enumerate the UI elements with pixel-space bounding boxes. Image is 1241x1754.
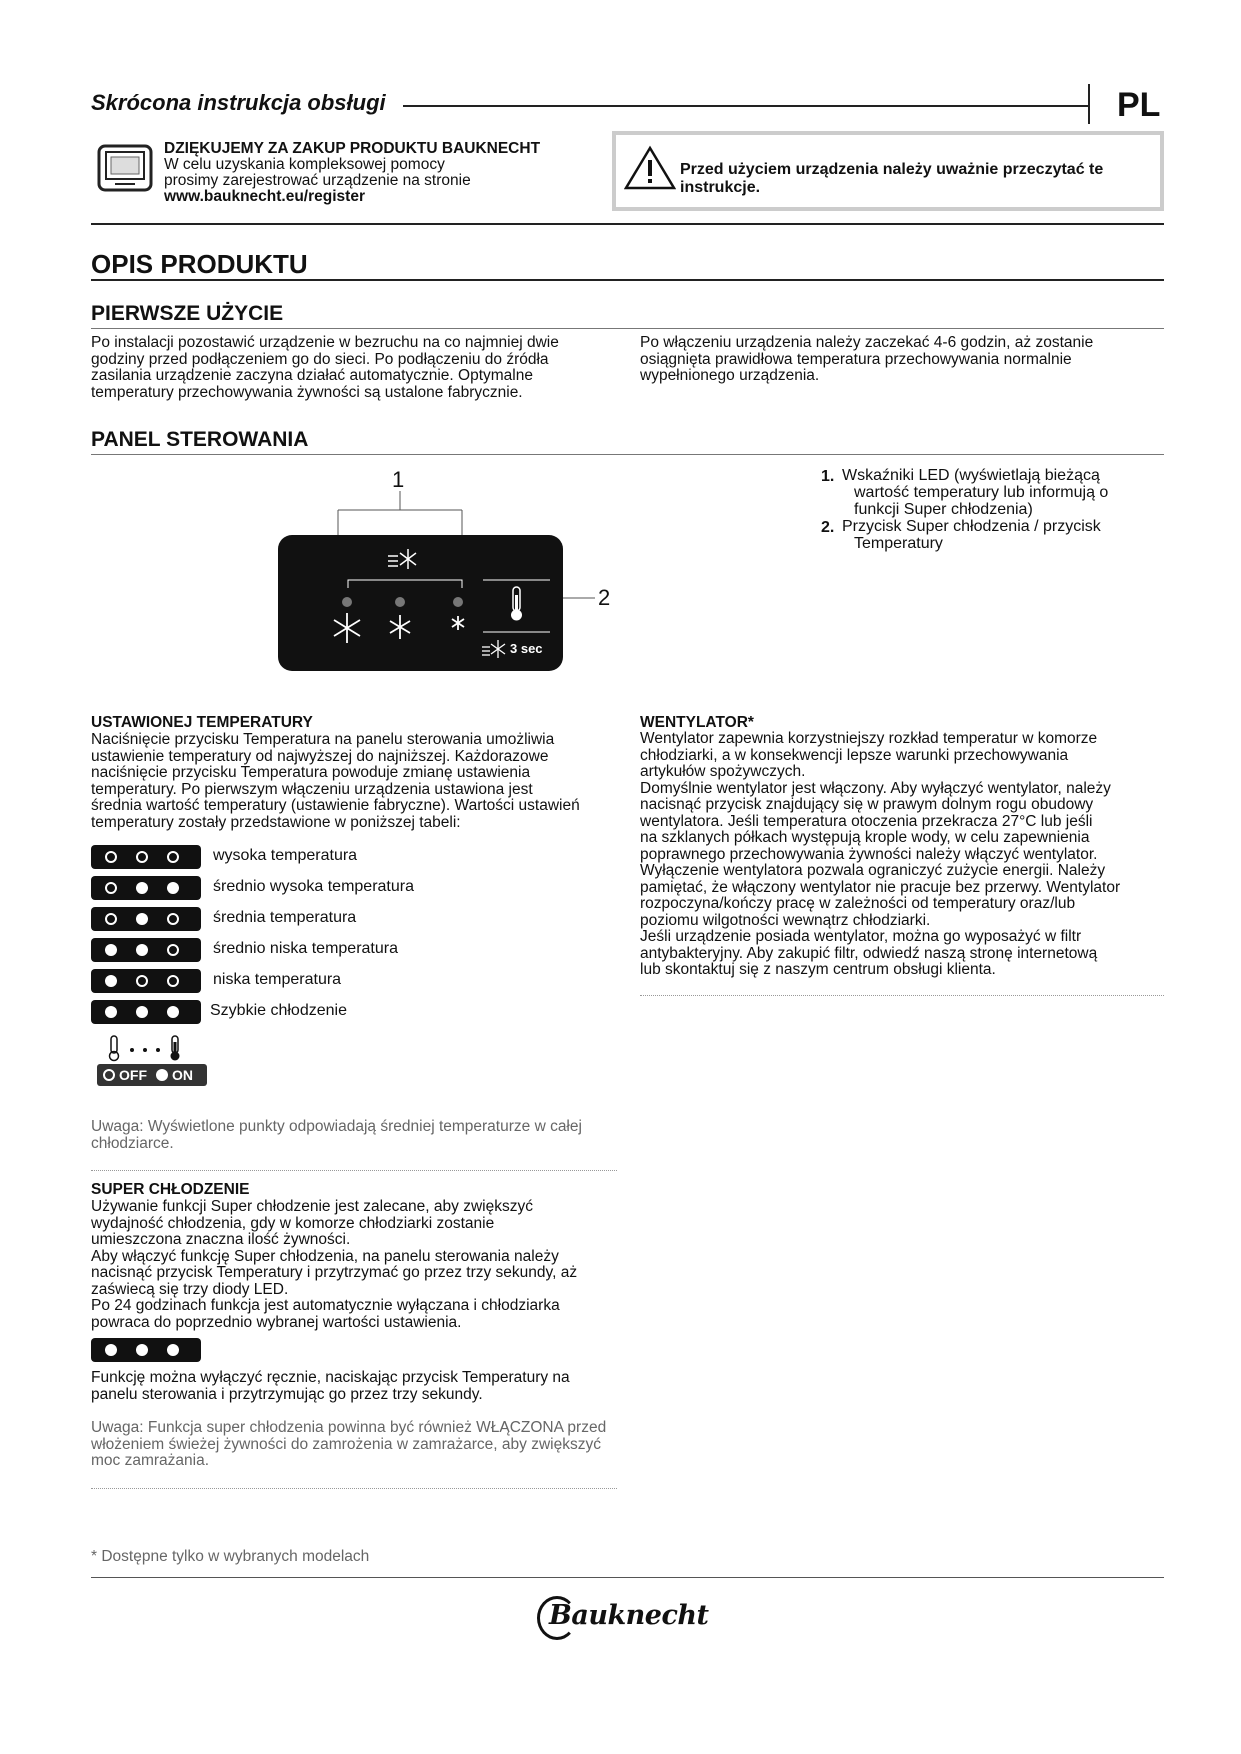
led-on (136, 944, 148, 956)
led-indicator-row (91, 938, 201, 962)
language-code: PL (1117, 86, 1161, 124)
control-panel-diagram (270, 463, 620, 678)
note-line: moc zamrażania. (91, 1452, 210, 1469)
super-cool-after-line: Funkcję można wyłączyć ręcznie, naciskając przycisk Temperatury na (91, 1369, 570, 1386)
note-line: Uwaga: Wyświetlone punkty odpowiadają średniej temperaturze w całej (91, 1118, 582, 1135)
fan-text (640, 731, 1120, 979)
thanks-line-1: W celu uzyskania kompleksowej pomocy (164, 156, 445, 173)
brand-name: Bauknecht (549, 1600, 709, 1631)
timer-label: 3 sec (510, 641, 543, 656)
led-indicator-row (91, 969, 201, 993)
warning-box (612, 131, 1164, 211)
set-temp-title: USTAWIONEJ TEMPERATURY (91, 714, 313, 731)
led-off (167, 975, 179, 987)
rule-control-panel (91, 454, 1164, 455)
first-use-right (640, 335, 1093, 385)
brand-logo (537, 1594, 727, 1644)
led-setting-label: średnio wysoka temperatura (213, 878, 414, 895)
set-temp-line: naciśnięcie przycisku Temperatura powoduje zmianę ustawienia (91, 764, 531, 781)
fan-line: Wyłączenie wentylatora pozwala ograniczyć zużycie energii. Należy (640, 862, 1106, 879)
header-title: Skrócona instrukcja obsługi (91, 90, 386, 115)
thanks-heading: DZIĘKUJEMY ZA ZAKUP PRODUKTU BAUKNECHT (164, 140, 541, 157)
set-temp-line: temperatury. Po pierwszym włączeniu urządzenia ustawiona jest (91, 780, 533, 798)
led-on (136, 1344, 148, 1356)
led-off (167, 944, 179, 956)
on-label: ON (172, 1067, 193, 1083)
fan-line: poprawnego przechowywania żywności należy włączyć wentylator. (640, 845, 1098, 863)
led-on (105, 944, 117, 956)
legend-line: Przycisk Super chłodzenia / przycisk (842, 518, 1101, 535)
super-cool-led-indicator (91, 1338, 201, 1362)
rule-top (91, 223, 1164, 225)
fan-line: lub skontaktuj się z naszym centrum obsługi klienta. (640, 961, 996, 978)
led-off (136, 851, 148, 863)
set-temp-line: temperatury zostały przedstawione w poniższej tabeli: (91, 813, 461, 831)
thermo-dots-icon (108, 1034, 188, 1067)
first-use-title: PIERWSZE UŻYCIE (91, 302, 284, 325)
super-cool-line: Po 24 godzinach funkcja jest automatycznie wyłączana i chłodziarka (91, 1297, 560, 1314)
first-use-left-line: zasilania urządzenie zaczyna działać automatycznie. Optymalne (91, 367, 533, 384)
divider-dotted (640, 995, 1164, 996)
set-temp-line: ustawienie temperatury od najwyższej do najniższej. Każdorazowe (91, 747, 549, 765)
legend-line: funkcji Super chłodzenia) (854, 501, 1033, 518)
led-indicator-row (91, 1000, 201, 1024)
callout-1: 1 (392, 467, 405, 492)
control-panel-title: PANEL STEROWANIA (91, 428, 309, 451)
rule-first-use (91, 328, 1164, 329)
led-off (167, 851, 179, 863)
set-temp-note (91, 1119, 582, 1152)
register-link[interactable]: www.bauknecht.eu/register (164, 188, 365, 205)
legend-line: wartość temperatury lub informują o (854, 484, 1109, 501)
header-divider (1088, 84, 1090, 124)
on-circle-icon (156, 1069, 168, 1081)
fan-line: chłodziarki, a w konsekwencji lepsze warunki przechowywania (640, 746, 1069, 764)
first-use-left-line: temperatury przechowywania żywności są ustalone fabrycznie. (91, 383, 523, 401)
fan-line: nacisnąć przycisk znajdujący się w prawym dolnym rogu obudowy (640, 796, 1094, 813)
off-label: OFF (119, 1067, 147, 1083)
led-indicator-row (91, 845, 201, 869)
warning-line-1: Przed użyciem urządzenia należy uważnie przeczytać te (680, 161, 1104, 178)
led-indicator-row (91, 876, 201, 900)
note-line: chłodziarce. (91, 1134, 174, 1152)
led-on (167, 1006, 179, 1018)
fan-line: antybakteryjny. Aby zakupić filtr, odwiedź naszą stronę internetową (640, 944, 1098, 962)
fan-line: pamiętać, że włączony wentylator nie pracuje bez przerwy. Wentylator (640, 878, 1121, 896)
fan-line: Jeśli urządzenie posiada wentylator, można go wyposażyć w filtr (640, 928, 1082, 945)
led-off (167, 913, 179, 925)
callout-2: 2 (598, 585, 611, 610)
led-on (167, 1344, 179, 1356)
led-off (105, 851, 117, 863)
super-cool-line: umieszczona znaczna ilość żywności. (91, 1231, 351, 1248)
first-use-right-line: osiągnięta prawidłowa temperatura przechowywania normalnie (640, 350, 1072, 368)
fan-line: Domyślnie wentylator jest włączony. Aby wyłączyć wentylator, należy (640, 779, 1111, 797)
first-use-left-line: Po instalacji pozostawić urządzenie w bezruchu na co najmniej dwie (91, 334, 559, 351)
super-cool-line: powraca do poprzednio wybranej wartości ustawienia. (91, 1313, 462, 1331)
rule-product (91, 279, 1164, 281)
led-setting-label: Szybkie chłodzenie (210, 1002, 347, 1019)
first-use-left-line: godziny przed podłączeniem go do sieci. Po podłączeniu do źródła (91, 350, 549, 368)
header-rule (403, 105, 1088, 107)
super-cool-line: wydajność chłodzenia, gdy w komorze chłodziarki zostanie (91, 1214, 495, 1232)
thanks-line-2: prosimy zarejestrować urządzenie na stronie (164, 172, 471, 189)
led-off (136, 975, 148, 987)
super-cool-line: Używanie funkcji Super chłodzenie jest zalecane, aby zwiększyć (91, 1198, 533, 1215)
off-circle-icon (103, 1069, 115, 1081)
divider-dotted (91, 1488, 617, 1489)
led-on (105, 975, 117, 987)
led-indicator-row (91, 907, 201, 931)
led-setting-label: średnia temperatura (213, 909, 357, 926)
first-use-left (91, 335, 559, 401)
fan-line: Wentylator zapewnia korzystniejszy rozkład temperatur w komorze (640, 730, 1098, 747)
footnote: * Dostępne tylko w wybranych modelach (91, 1548, 370, 1565)
fan-title: WENTYLATOR* (640, 714, 754, 731)
fan-line: na szklanych półkach występują krople wody, w celu zapewnienia (640, 829, 1090, 846)
fan-line: wentylatora. Jeśli temperatura otoczenia przekracza 27°C lub jeśli (640, 812, 1093, 830)
super-cool-title: SUPER CHŁODZENIE (91, 1181, 250, 1198)
set-temp-line: średnia wartość temperatury (ustawienie fabryczne). Wartości ustawień (91, 797, 580, 814)
led-setting-label: wysoka temperatura (213, 847, 358, 864)
rule-footer (91, 1577, 1164, 1578)
first-use-right-line: wypełnionego urządzenia. (640, 367, 820, 384)
led-on (136, 913, 148, 925)
first-use-right-line: Po włączeniu urządzenia należy zaczekać 4-6 godzin, aż zostanie (640, 334, 1094, 351)
led-off (105, 882, 117, 894)
led-on (136, 1006, 148, 1018)
led-on (167, 882, 179, 894)
off-on-legend (97, 1064, 207, 1086)
led-setting-label: niska temperatura (213, 971, 342, 988)
super-cool-line: Aby włączyć funkcję Super chłodzenia, na panelu sterowania należy (91, 1247, 559, 1265)
legend-line: Wskaźniki LED (wyświetlają bieżącą (842, 467, 1100, 484)
legend-line: Temperatury (854, 535, 943, 552)
legend-number: 1. (821, 468, 835, 485)
super-cool-line: zaświecą się trzy diody LED. (91, 1280, 289, 1298)
led-setting-label: średnio niska temperatura (213, 940, 398, 957)
section-title-product: OPIS PRODUKTU (91, 249, 308, 279)
monitor-icon (97, 144, 153, 196)
divider-dotted (91, 1170, 617, 1171)
super-cool-after (91, 1370, 570, 1403)
super-cool-after-line: panelu sterowania i przytrzymując go przez trzy sekundy. (91, 1385, 483, 1403)
led-off (105, 913, 117, 925)
warning-triangle-icon (624, 145, 676, 196)
set-temp-text (91, 732, 580, 831)
set-temp-line: Naciśnięcie przycisku Temperatura na panelu sterowania umożliwia (91, 731, 555, 748)
warning-line-2: instrukcje. (680, 179, 761, 196)
led-on (105, 1006, 117, 1018)
fan-line: rozpoczyna/kończy pracę w zależności od temperatury oraz/lub (640, 895, 1076, 912)
super-cool-note (91, 1420, 606, 1470)
legend-number: 2. (821, 519, 835, 536)
fan-line: artykułów spożywczych. (640, 763, 806, 780)
note-line: Uwaga: Funkcja super chłodzenia powinna być również WŁĄCZONA przed (91, 1419, 607, 1436)
led-on (136, 882, 148, 894)
led-on (105, 1344, 117, 1356)
note-line: włożeniem świeżej żywności do zamrożenia w zamrażarce, aby zwiększyć (91, 1435, 601, 1453)
fan-line: poziomu wilgotności wewnątrz chłodziarki. (640, 911, 931, 929)
super-cool-line: nacisnąć przycisk Temperatury i przytrzymać go przez trzy sekundy, aż (91, 1264, 578, 1281)
super-cool-text (91, 1199, 577, 1331)
